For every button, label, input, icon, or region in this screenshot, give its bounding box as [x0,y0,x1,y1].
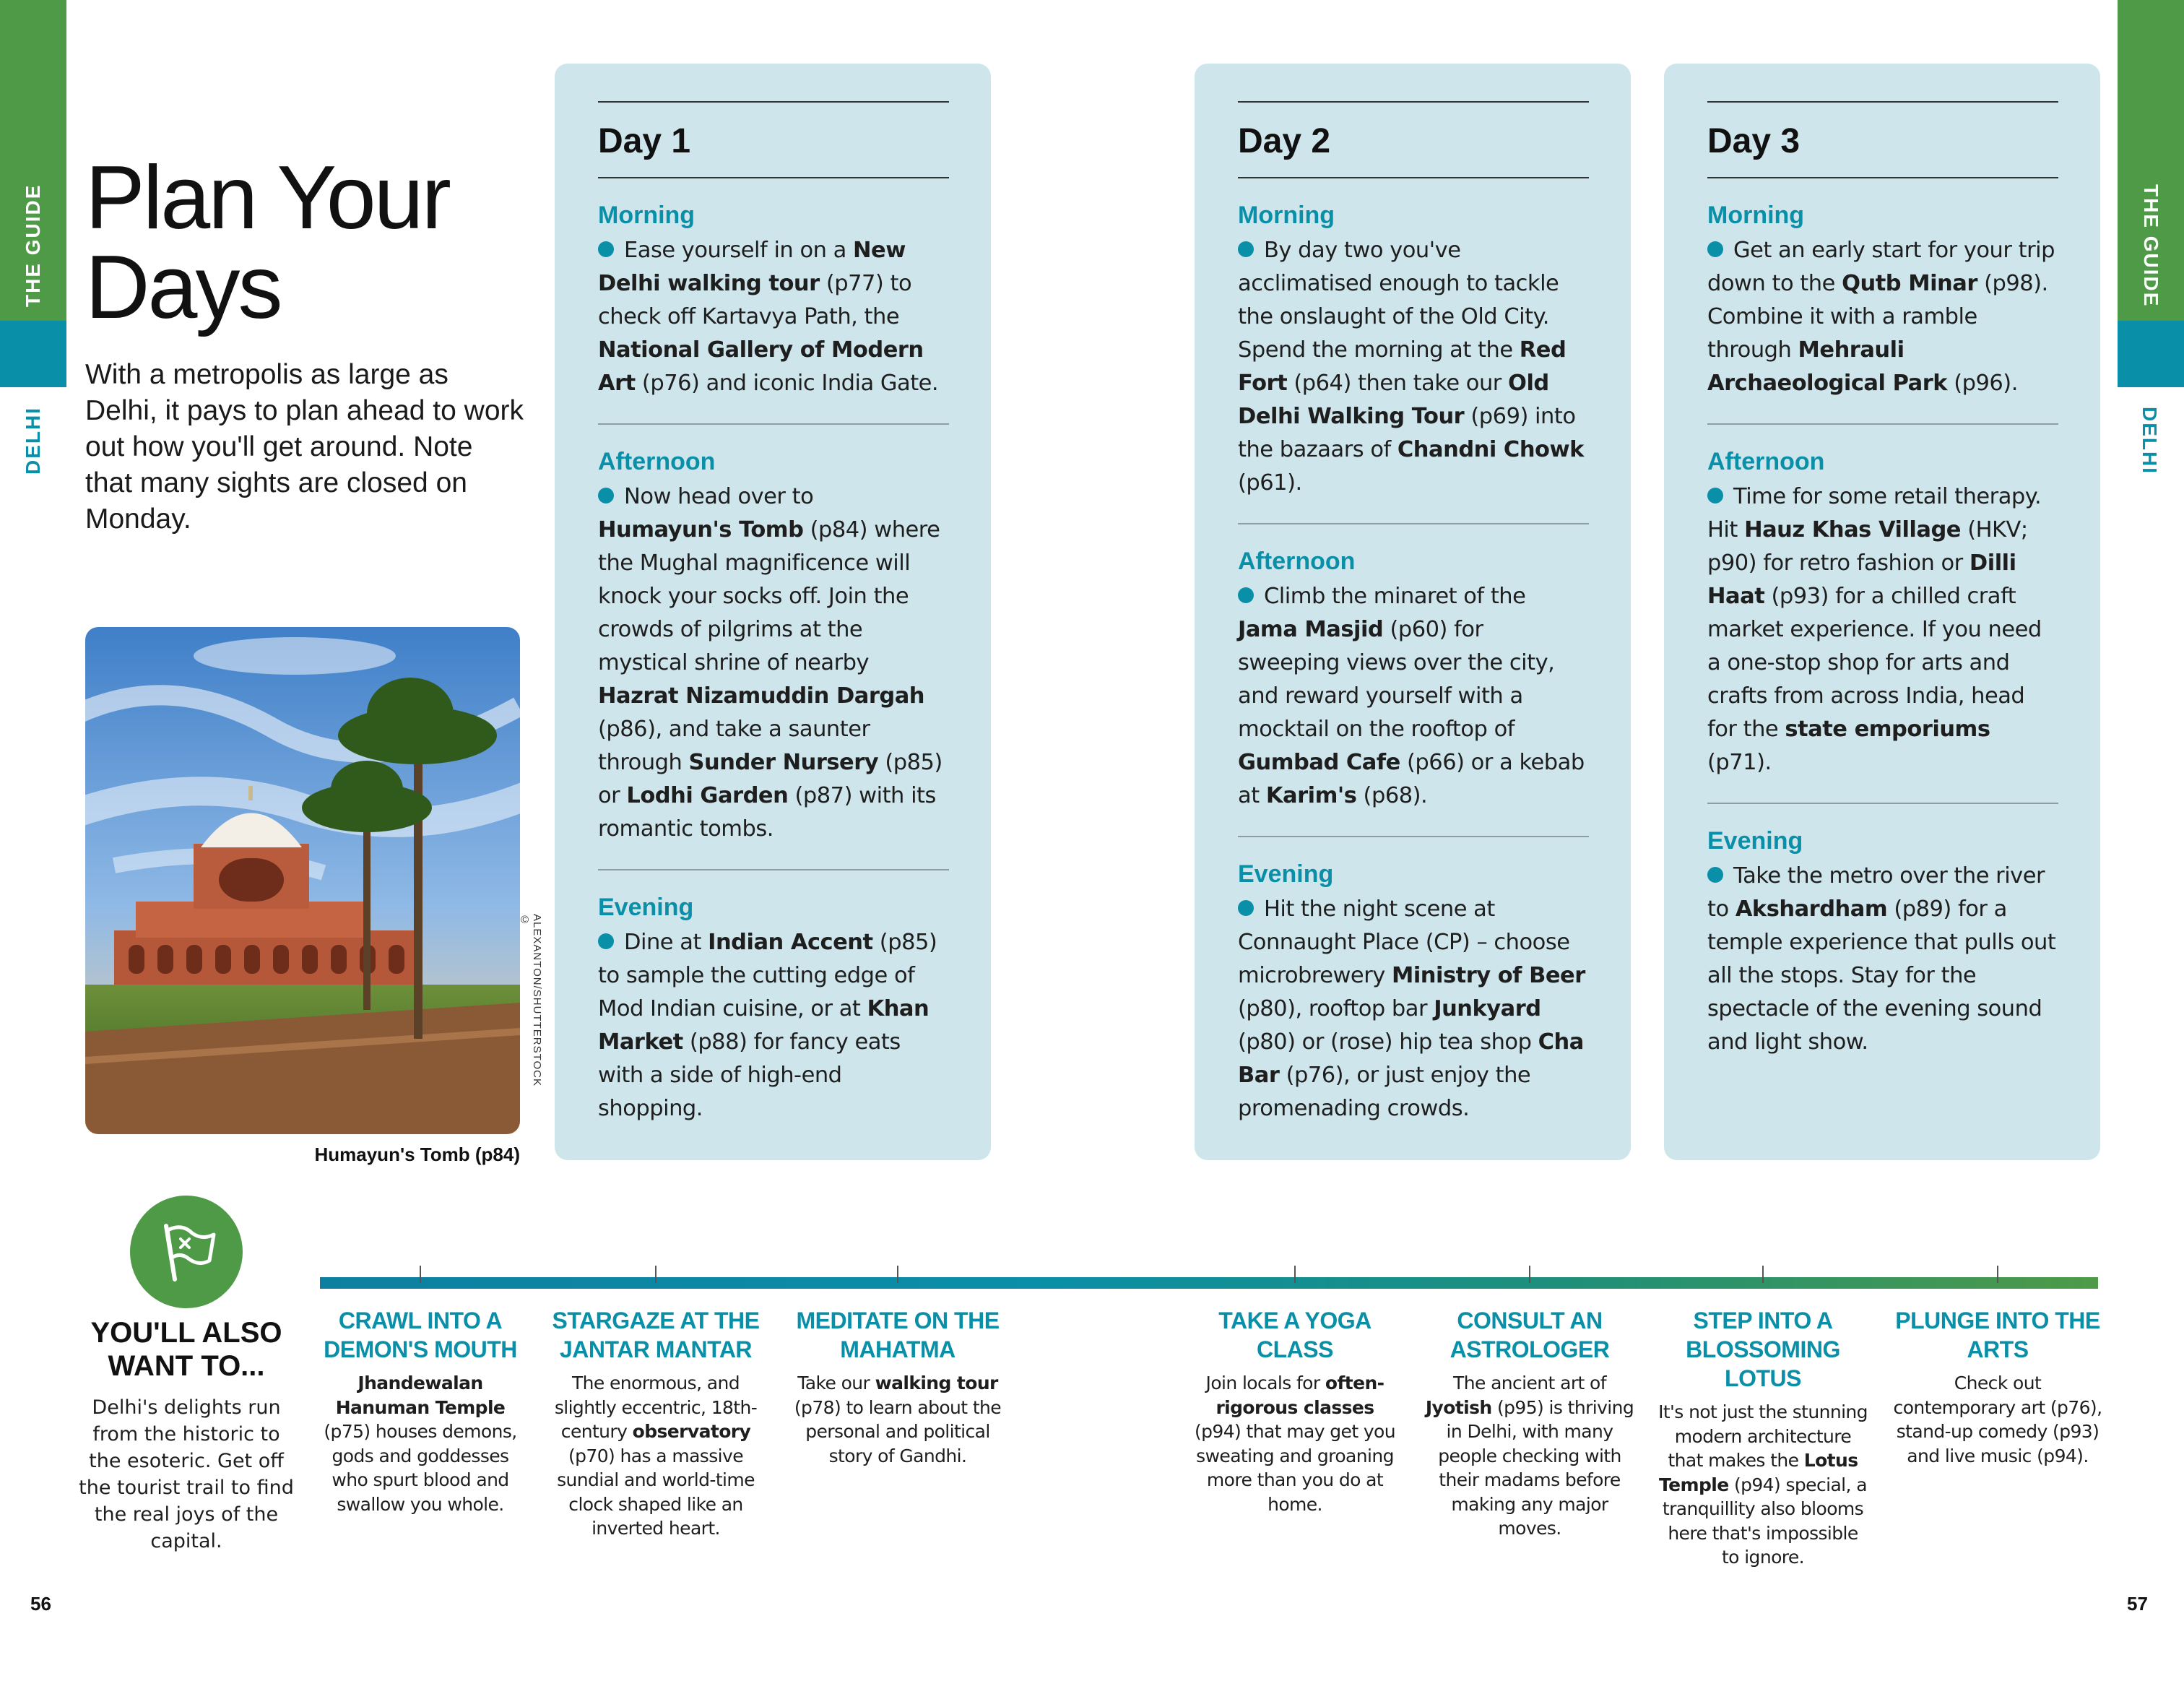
photo-credit: ALEXANTON/SHUTTERSTOCK © [519,914,543,1086]
timeline-tick [1762,1266,1764,1283]
slot-text-fragment: (p68). [1356,783,1428,808]
also-item-text-fragment: walking tour [875,1373,998,1393]
also-item-text-fragment: often-rigorous classes [1216,1373,1384,1418]
also-item-text [1658,1400,1868,1570]
timeline-tick [897,1266,898,1283]
timeline-bar [320,1277,2098,1289]
timeline-tick [655,1266,656,1283]
slot-text-fragment: (p96). [1947,371,2018,396]
slot-text-fragment: (p64) then take our [1287,371,1509,396]
also-item-text-fragment: observatory [632,1421,751,1442]
slot-text-fragment: Gumbad Cafe [1238,750,1400,775]
also-heading: YOU'LL ALSO WANT TO... [90,1317,282,1382]
bullet-dot-icon [598,241,614,257]
slot-text [598,480,949,846]
slot-text-fragment: (HKV; p90) for retro fashion or [1707,517,2028,576]
also-item-text-fragment: Join locals for [1205,1373,1325,1393]
slot-text-fragment: Now head over to [624,484,814,509]
slot-text [1707,480,2058,779]
also-item-title: CRAWL INTO A DEMON'S MOUTH [324,1308,517,1362]
page-title: Plan Your Days [85,148,449,337]
slot-text-fragment: Cha Bar [1238,1029,1584,1088]
slot-text-fragment: Indian Accent [708,930,873,955]
slot-text-fragment: Get an early start for your trip down to the [1707,238,2055,296]
also-item-text-fragment: (p95) is thriving in Delhi, with many people checking with their madams before making any major moves. [1438,1396,1634,1539]
left-region-tab [0,321,66,387]
slot-text-fragment: Qutb Minar [1842,271,1977,296]
day-slot-afternoon [1238,524,1589,836]
humayuns-tomb-photo [85,627,520,1134]
also-item [1425,1306,1634,1541]
also-item-title: CONSULT AN ASTROLOGER [1450,1308,1610,1362]
left-region-label: DELHI [22,407,44,475]
slot-text-fragment: Hit the night scene at Connaught Place (CP) – choose microbrewery [1238,896,1570,988]
slot-text-fragment: Lodhi Garden [626,783,789,808]
slot-text-fragment: Hauz Khas Village [1744,517,1961,543]
slot-text-fragment: (p80) or (rose) hip tea shop [1238,1029,1538,1055]
also-item-text-fragment: It's not just the stunning modern architecture that makes the [1658,1401,1868,1471]
photo-caption: Humayun's Tomb (p84) [314,1144,520,1165]
slot-text [1707,234,2058,400]
also-item-text-fragment: Check out contemporary art (p76), stand-up comedy (p93) and live music (p94). [1893,1373,2102,1466]
timeline-tick [1529,1266,1530,1283]
slot-text-fragment: Dine at [624,930,708,955]
also-item-text-fragment: Jhandewalan Hanuman Temple [335,1373,506,1418]
slot-text-fragment: (p60) for sweeping views over the city, and reward yourself with a mocktail on the rooftop of [1238,617,1555,742]
slot-text-fragment: Dilli Haat [1707,550,2016,609]
slot-text-fragment: New Delhi walking tour [598,238,906,296]
slot-text-fragment: Climb the minaret of the [1264,584,1526,609]
slot-text-fragment: (p77) to check off Kartavya Path, the [598,271,912,329]
slot-text-fragment: (p61). [1238,470,1302,496]
day-slot-evening [1707,804,2058,1082]
day-slot-afternoon [1707,425,2058,803]
also-item-text-fragment: (p94) special, a tranquillity also blooms here that's impossible to ignore. [1662,1474,1867,1568]
day-title: Day 2 [1238,122,1331,160]
right-guide-tab-label: THE GUIDE [2140,183,2162,308]
day-slot-morning [1238,178,1589,523]
slot-heading: Morning [1707,202,1805,229]
also-item-text-fragment: (p78) to learn about the personal and political story of Gandhi. [794,1396,1002,1466]
bullet-dot-icon [598,488,614,504]
also-intro-text: Delhi's delights run from the historic to the esoteric. Get off the tourist trail to find the real joys of the capital. [79,1396,294,1552]
slot-text-fragment: Mehrauli Archaeological Park [1707,337,1948,396]
day-3-card [1664,64,2100,1160]
slot-text-fragment: (p85) to sample the cutting edge of Mod Indian cuisine, or at [598,930,937,1021]
slot-heading: Evening [1707,827,1803,855]
slot-text-fragment: National Gallery of Modern Art [598,337,924,396]
left-guide-tab-label: THE GUIDE [22,183,44,308]
also-item-text-fragment: (p75) houses demons, gods and goddesses who spurt blood and swallow you whole. [324,1421,517,1515]
slot-text [1238,234,1589,500]
bullet-dot-icon [1238,587,1254,603]
bullet-dot-icon [598,933,614,949]
also-item-text-fragment: The ancient art of [1453,1373,1606,1393]
also-item [551,1306,760,1541]
slot-heading: Evening [1238,860,1334,888]
also-item-text [316,1371,525,1516]
slot-text-fragment: Red Fort [1238,337,1566,396]
slot-heading: Afternoon [598,448,716,475]
slot-text-fragment: Sunder Nursery [688,750,879,775]
slot-heading: Morning [598,202,696,229]
bullet-dot-icon [1707,867,1723,883]
slot-heading: Afternoon [1707,448,1825,475]
also-item-text [551,1371,760,1541]
also-item [316,1306,525,1516]
bullet-dot-icon [1238,900,1254,916]
slot-heading: Evening [598,894,694,921]
slot-text-fragment: (p84) where the Mughal magnificence will knock your socks off. Join the crowds of pilgrims at the mystical shrine of nearby [598,517,940,675]
also-item [1658,1306,1868,1570]
slot-text-fragment: Old Delhi Walking Tour [1238,371,1549,429]
slot-text-fragment: (p69) into the bazaars of [1238,404,1576,462]
slot-text-fragment: Jama Masjid [1238,617,1384,642]
slot-text-fragment: Ease yourself in on a [624,238,854,263]
flag-icon [130,1196,243,1308]
day-slot-morning [598,178,949,423]
also-item-title: STEP INTO A BLOSSOMING LOTUS [1686,1308,1840,1391]
also-item-text-fragment: Jyotish [1425,1396,1492,1418]
timeline-tick [1294,1266,1296,1283]
also-item-text-fragment: Take our [797,1373,875,1393]
slot-text-fragment: Take the metro over the river to [1707,863,2045,922]
slot-text-fragment: (p93) for a chilled craft market experience. If you need a one-stop shop for arts and crafts from across India, head for the [1707,584,2042,742]
also-item [793,1306,1002,1468]
slot-text-fragment: state emporiums [1785,717,1990,742]
also-item-text [1190,1371,1400,1516]
slot-text-fragment: (p76), or just enjoy the promenading crowds. [1238,1063,1531,1121]
slot-text-fragment: (p76) and iconic India Gate. [635,371,939,396]
day-slot-afternoon [598,425,949,869]
day-slot-evening [598,870,949,1149]
slot-text [1238,893,1589,1125]
also-item-text [793,1371,1002,1468]
timeline-tick [1997,1266,1998,1283]
also-item [1893,1306,2102,1468]
slot-heading: Afternoon [1238,548,1356,575]
slot-text-fragment: (p85) or [598,750,942,808]
day-title: Day 3 [1707,122,1800,160]
right-region-tab [2118,321,2184,387]
also-item-text [1425,1371,1634,1541]
day-title: Day 1 [598,122,691,160]
slot-text-fragment: Time for some retail therapy. Hit [1707,484,2042,543]
slot-text-fragment: (p80), rooftop bar [1238,996,1434,1021]
slot-heading: Morning [1238,202,1335,229]
slot-text-fragment: Karim's [1265,783,1357,808]
also-item-text [1893,1371,2102,1468]
slot-text-fragment: (p87) with its romantic tombs. [598,783,936,842]
bullet-dot-icon [1238,241,1254,257]
slot-text [1707,860,2058,1059]
also-item-title: MEDITATE ON THE MAHATMA [796,1308,1000,1362]
page-number-left: 56 [30,1593,51,1615]
slot-text [598,234,949,400]
slot-text [1238,580,1589,813]
slot-text-fragment: Hazrat Nizamuddin Dargah [598,683,925,709]
also-item-title: TAKE A YOGA CLASS [1218,1308,1372,1362]
day-2-card [1195,64,1631,1160]
also-item-text-fragment: (p94) that may get you sweating and groaning more than you do at home. [1195,1421,1395,1515]
slot-text-fragment: By day two you've acclimatised enough to tackle the onslaught of the Old City. Spend the morning at the [1238,238,1559,363]
right-region-label: DELHI [2138,407,2161,475]
slot-text-fragment: Akshardham [1735,896,1888,922]
slot-text-fragment: (p98). Combine it with a ramble through [1707,271,2048,363]
also-item-text-fragment: The enormous, and slightly eccentric, 18th-century [554,1373,758,1442]
slot-text-fragment: (p71). [1707,750,1772,775]
slot-text-fragment: (p86), and take a saunter through [598,717,870,775]
timeline-tick [420,1266,421,1283]
bullet-dot-icon [1707,488,1723,504]
page-number-right: 57 [2127,1593,2148,1615]
bullet-dot-icon [1707,241,1723,257]
slot-text-fragment: (p66) or a kebab at [1238,750,1585,808]
slot-text [598,926,949,1125]
also-item-title: PLUNGE INTO THE ARTS [1895,1308,2100,1362]
day-1-card [555,64,991,1160]
intro-text: With a metropolis as large as Delhi, it pays to plan ahead to work out how you'll get around. Note that many sights are closed on Monday. [85,359,524,535]
also-item-text-fragment: (p70) has a massive sundial and world-time clock shaped like an inverted heart. [557,1445,755,1539]
slot-text-fragment: Humayun's Tomb [598,517,804,543]
also-item-text-fragment: Lotus Temple [1659,1450,1858,1495]
day-slot-evening [1238,837,1589,1149]
slot-text-fragment: Chandni Chowk [1397,437,1584,462]
slot-text-fragment: Khan Market [598,996,930,1055]
slot-text-fragment: Ministry of Beer [1391,963,1585,988]
slot-text-fragment: Junkyard [1434,996,1541,1021]
slot-text-fragment: (p88) for fancy eats with a side of high-end shopping. [598,1029,901,1121]
also-item-title: STARGAZE AT THE JANTAR MANTAR [552,1308,760,1362]
day-slot-morning [1707,178,2058,423]
slot-text-fragment: (p89) for a temple experience that pulls out all the stops. Stay for the spectacle of the evening sound and light show. [1707,896,2056,1055]
also-item [1190,1306,1400,1516]
